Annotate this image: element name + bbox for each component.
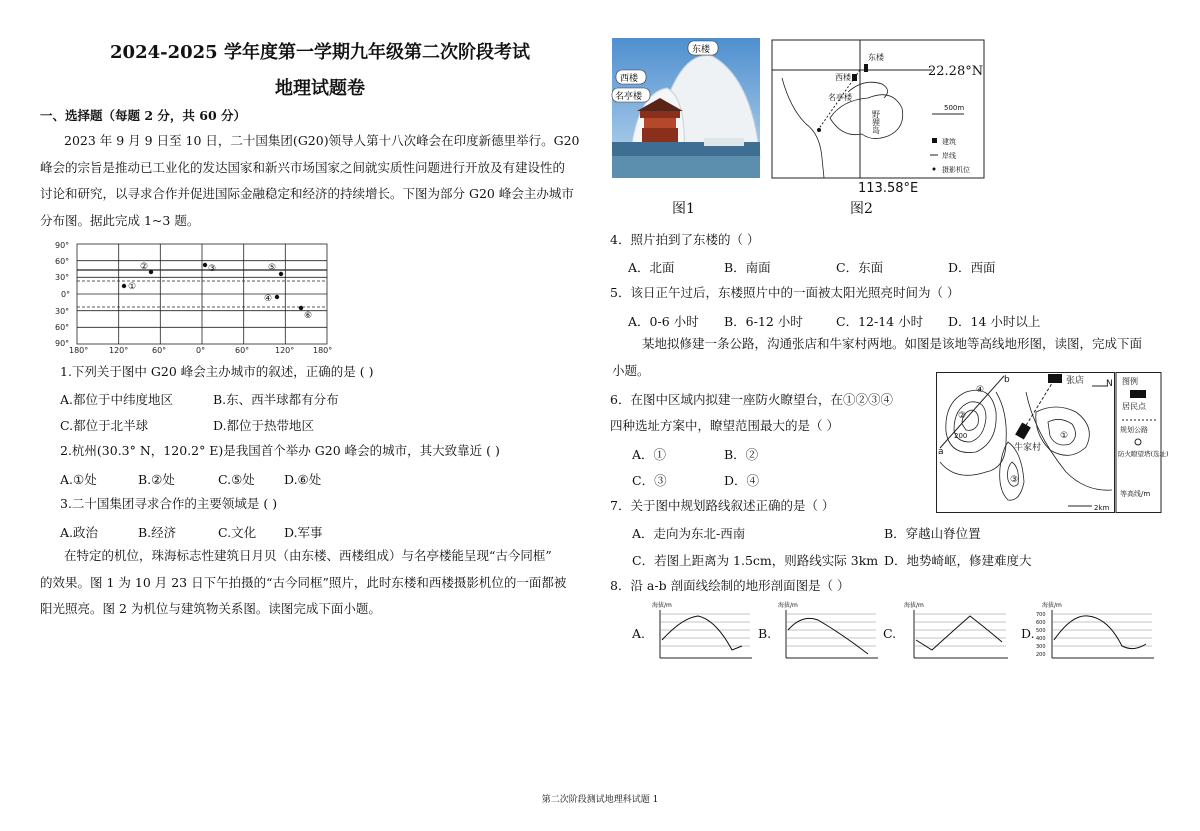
point-label: ⑤ <box>268 263 277 273</box>
label-island: 野狸岛 <box>871 110 881 134</box>
lat-label: 0° <box>61 290 71 299</box>
point-label: ⑥ <box>304 311 313 321</box>
question-1: 1.下列关于图中 G20 峰会主办城市的叙述，正确的是 ( ) <box>60 364 374 379</box>
tick-label: 400 <box>1036 636 1046 642</box>
label-zhangdian: 张店 <box>1066 376 1085 386</box>
intro-paragraph-1 <box>40 128 585 234</box>
option[interactable]: B．6-12 小时 <box>724 314 803 329</box>
question-6: 6．在图中区域内拟建一座防火瞭望台，在①②③④ <box>610 392 893 407</box>
city-point <box>203 263 207 267</box>
point-label: ③ <box>208 264 217 274</box>
option[interactable]: A．北面 <box>628 260 675 275</box>
page-footer: 第二次阶段测试地理科试题 1 <box>541 795 659 805</box>
question-4: 4．照片拍到了东楼的（ ） <box>610 232 760 247</box>
text-line: 在特定的机位，珠海标志性建筑日月贝（由东楼、西楼组成）与名亭楼能呈现“古今同框” <box>64 548 552 563</box>
legend-item: 建筑 <box>942 138 956 146</box>
option[interactable]: C.⑤处 <box>218 472 255 487</box>
option[interactable]: A．0-6 小时 <box>628 314 699 329</box>
intro-paragraph-2 <box>40 543 585 623</box>
label-niujiacun: 牛家村 <box>1014 443 1042 453</box>
label-pavilion: 名亭楼 <box>828 93 852 102</box>
location-map-figure-2 <box>772 38 990 196</box>
option[interactable]: C．若图上距离为 1.5cm，则路线实际 3km <box>632 553 879 568</box>
lat-label: 90° <box>55 339 70 348</box>
profile-option-d[interactable] <box>1036 600 1158 662</box>
lon-label: 120° <box>109 346 129 355</box>
label-pavilion: 名亭楼 <box>615 92 643 102</box>
option-label[interactable]: A. <box>632 626 646 641</box>
label-a: a <box>938 447 944 457</box>
text-line: 阳光照亮。图 2 为机位与建筑物关系图。读图完成下面小题。 <box>40 601 381 616</box>
option[interactable]: B．南面 <box>724 260 771 275</box>
question-7: 7．关于图中规划路线叙述正确的是（ ） <box>610 498 835 513</box>
longitude-label: 113.58°E <box>858 181 919 196</box>
option[interactable]: A.都位于中纬度地区 <box>60 392 174 407</box>
label-east: 东楼 <box>868 53 884 62</box>
question-6-cont: 四种选址方案中，瞭望范围最大的是（ ） <box>610 418 839 433</box>
option-label[interactable]: C. <box>883 626 897 641</box>
lon-label: 0° <box>196 346 206 355</box>
lon-label: 60° <box>235 346 250 355</box>
text-line: 分布图。据此完成 1~3 题。 <box>40 212 200 228</box>
contour-map <box>936 372 1169 514</box>
option[interactable]: D.都位于热带地区 <box>213 418 315 433</box>
legend-title: 图例 <box>1122 377 1138 386</box>
option[interactable]: A．① <box>632 447 667 462</box>
city-point <box>279 272 283 276</box>
site-4: ④ <box>976 385 985 395</box>
tick-label: 600 <box>1036 620 1046 626</box>
option[interactable]: D．地势崎岖，修建难度大 <box>884 553 1032 568</box>
site-2: ② <box>958 411 967 421</box>
option[interactable]: B．② <box>724 447 759 462</box>
legend-item: 等高线/m <box>1120 490 1151 498</box>
city-point <box>299 306 303 310</box>
site-1: ① <box>1060 431 1069 441</box>
site-3: ③ <box>1010 475 1019 485</box>
legend-item: 摄影机位 <box>942 166 970 174</box>
option[interactable]: B．穿越山脊位置 <box>884 526 981 541</box>
photo-figure-1 <box>612 38 760 178</box>
lat-label: 30° <box>55 307 70 316</box>
tick-label: 700 <box>1036 612 1046 618</box>
section-heading: 一、选择题（每题 2 分，共 60 分） <box>40 108 247 123</box>
option[interactable]: C．③ <box>632 473 667 488</box>
latitude-label: 22.28°N <box>928 64 984 79</box>
lat-label: 30° <box>55 273 70 282</box>
profile-option-a[interactable] <box>646 600 756 662</box>
scale-label: 500m <box>944 104 965 112</box>
label-west-building: 西楼 <box>620 74 639 84</box>
exam-title: 2024-2025 学年度第一学期九年级第二次阶段考试 <box>110 42 530 63</box>
option[interactable]: B.经济 <box>138 525 177 540</box>
lat-label: 60° <box>55 257 70 266</box>
question-3: 3.二十国集团寻求合作的主要领域是 ( ) <box>60 496 278 511</box>
scale-label: 2km <box>1094 504 1110 512</box>
tick-label: 200 <box>1036 652 1046 658</box>
text-line: 峰会的宗旨是推动已工业化的发达国家和新兴市场国家之间就实质性问题进行开放及有建设性的 <box>40 159 566 175</box>
lon-label: 180° <box>69 346 89 355</box>
city-point <box>122 284 126 288</box>
label-east-building: 东楼 <box>692 45 711 55</box>
exam-subtitle: 地理试题卷 <box>275 78 365 99</box>
question-2: 2.杭州(30.3° N，120.2° E)是我国首个举办 G20 峰会的城市，其大致靠近 ( ) <box>60 443 500 458</box>
g20-city-map <box>55 240 340 355</box>
text-line: 2023 年 9 月 9 日至 10 日，二十国集团(G20)领导人第十八次峰会在印度新德里举行。G20 <box>64 133 580 148</box>
option[interactable]: C.文化 <box>218 525 257 540</box>
option[interactable]: C.都位于北半球 <box>60 418 149 433</box>
option[interactable]: D.⑥处 <box>284 472 322 487</box>
text-line: 小题。 <box>612 362 650 378</box>
option[interactable]: B.②处 <box>138 472 175 487</box>
y-axis-label: 海拔/m <box>1042 602 1062 609</box>
point-label: ② <box>140 262 149 272</box>
profile-option-b[interactable] <box>772 600 882 662</box>
option[interactable]: C．东面 <box>836 260 884 275</box>
lat-label: 60° <box>55 323 70 332</box>
legend-item: 岸线 <box>942 152 956 160</box>
profile-option-c[interactable] <box>898 600 1012 662</box>
lat-label: 90° <box>55 241 70 250</box>
lon-label: 180° <box>313 346 333 355</box>
y-axis-label: 海拔/m <box>778 602 798 609</box>
text-line: 的效果。图 1 为 10 月 23 日下午拍摄的“古今同框”照片，此时东楼和西楼摄影机位的一面都被 <box>40 574 567 590</box>
text-line: 讨论和研究，以寻求合作并促进国际金融稳定和经济的持续增长。下图为部分 G20 峰会主办城市 <box>40 186 574 201</box>
option[interactable]: D．④ <box>724 473 760 488</box>
point-label: ① <box>128 282 137 292</box>
tick-label: 500 <box>1036 628 1046 634</box>
option[interactable]: D．14 小时以上 <box>948 314 1041 329</box>
legend-item: 防火瞭望塔(选址) <box>1118 450 1169 458</box>
option[interactable]: D．西面 <box>948 260 996 275</box>
y-axis-label: 海拔/m <box>904 602 924 609</box>
legend-item: 规划公路 <box>1120 426 1148 434</box>
legend-item: 居民点 <box>1122 402 1146 411</box>
option[interactable]: C．12-14 小时 <box>836 314 924 329</box>
option[interactable]: B.东、西半球都有分布 <box>213 392 339 407</box>
lon-label: 120° <box>275 346 295 355</box>
tick-label: 300 <box>1036 644 1046 650</box>
question-8: 8．沿 a-b 剖面线绘制的地形剖面图是（ ） <box>610 578 850 593</box>
city-point <box>275 295 279 299</box>
lon-label: 60° <box>152 346 167 355</box>
city-point <box>149 270 153 274</box>
figure-1-caption: 图1 <box>672 201 695 217</box>
option[interactable]: D.军事 <box>284 525 323 540</box>
label-b: b <box>1004 375 1010 385</box>
question-5: 5．该日正午过后，东楼照片中的一面被太阳光照亮时间为（ ） <box>610 285 960 300</box>
option-label[interactable]: D. <box>1021 626 1035 641</box>
north-label: N <box>1106 379 1113 389</box>
text-line: 某地拟修建一条公路，沟通张店和牛家村两地。如图是该地等高线地形图，读图，完成下面 <box>642 336 1143 351</box>
label-west: 西楼 <box>835 73 851 82</box>
contour-value: 200 <box>954 432 968 440</box>
option[interactable]: A.政治 <box>60 525 99 540</box>
y-axis-label: 海拔/m <box>652 602 672 609</box>
point-label: ④ <box>264 294 273 304</box>
option[interactable]: A．走向为东北-西南 <box>632 526 746 541</box>
option[interactable]: A.①处 <box>60 472 97 487</box>
option-label[interactable]: B. <box>758 626 772 641</box>
figure-2-caption: 图2 <box>850 201 873 217</box>
